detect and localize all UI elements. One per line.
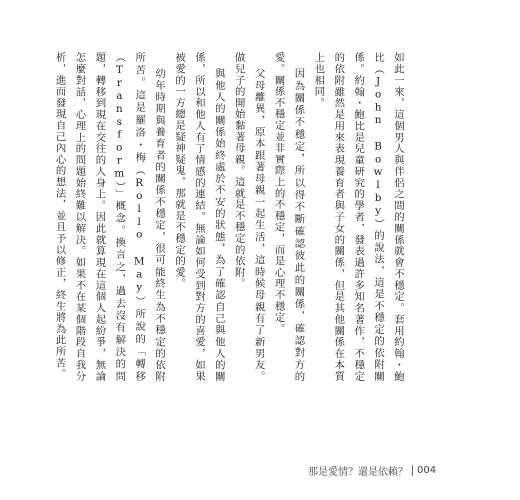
- paragraph-1: 如此一來，這個男人與伴侶之間的關係就會不穩定。套用約翰・鮑比（John Bowlby）的說法，這是不穩定的依附關係。約翰・鮑比是兒童研究的學者，發表過許多知名著作，不穩定的依附雖然是用來表現養育者與子女的關係，但是其他關係在本質上也相同。: [312, 52, 404, 382]
- running-title: 那是愛情？還是依賴？: [308, 467, 408, 478]
- paragraph-4: 與他人的關係始終處於不安的狀態，為了確認自己與他人的關係，所以和他人有了情感的連結。無論如何受到對方的喜愛，如果被愛的一方總是疑神疑鬼，那就是不穩定的愛。: [173, 52, 225, 382]
- paragraph-5: 幼年時期與養育者的關係不穩定，很可能終生為不穩定的依附所苦。這是羅洛・梅（Rollo May）所說的「轉移（Transform）」概念。換言之，過去沒有解決的問題，轉移到現在交往的人身上。因此就算現在這個人起紛爭，無論怎麼對話，心理上的問題始終難以解決。如果不在某個階段自我分析，進而發現自己內心的想法，並且予以修正，終生將為此所苦。: [53, 52, 166, 382]
- paragraph-3: 父母離異，原本跟著母親一起生活，這時候母親有了新男友。做兒子的開始黏著母親。這就是不穩定的依附。: [232, 52, 265, 382]
- paragraph-2: 因為關係不穩定，所以得不斷確認彼此的關係，確認對方的愛。關係不穩定並非實際上的不穩定，而是心理不穩定。: [272, 52, 305, 382]
- page-number: 004: [417, 465, 437, 476]
- page-footer: [308, 463, 436, 478]
- footer-divider: [412, 465, 413, 476]
- vertical-text-body: [53, 52, 407, 382]
